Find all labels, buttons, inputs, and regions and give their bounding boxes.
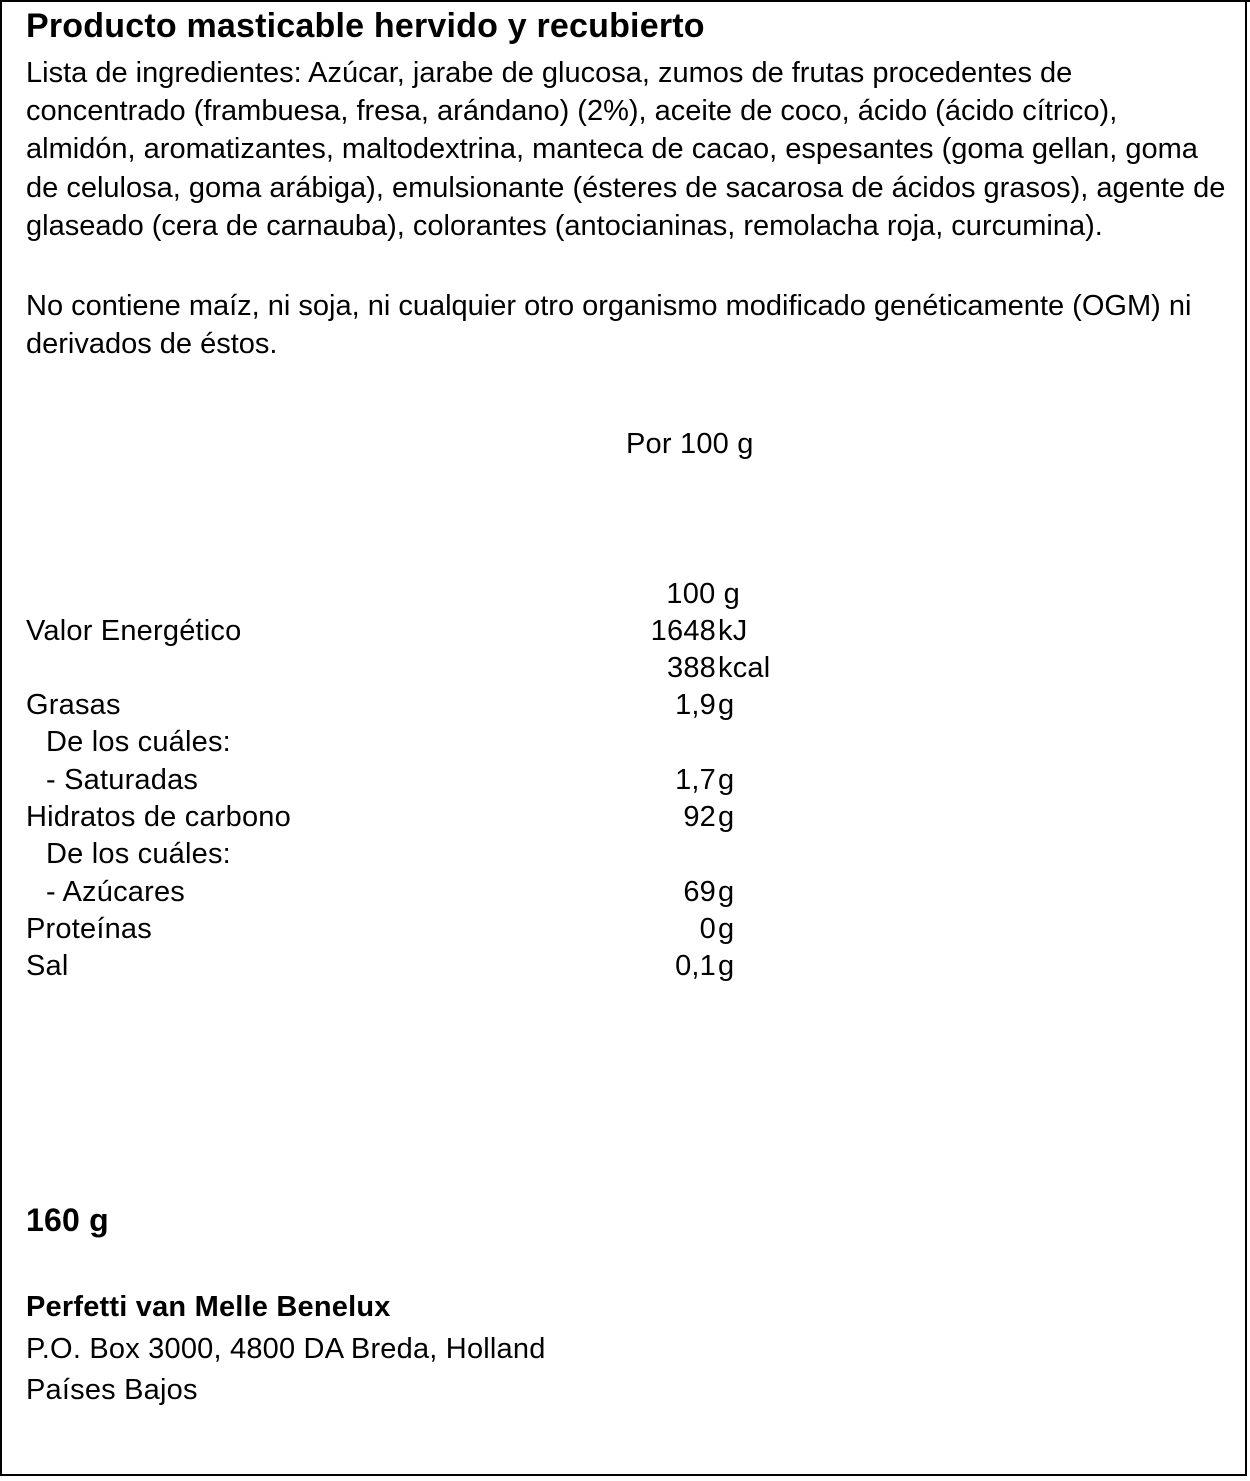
company-address: P.O. Box 3000, 4800 DA Breda, Holland (26, 1333, 546, 1365)
net-weight: 160 g (26, 1202, 109, 1238)
energy-kj-unit: kJ (718, 615, 748, 647)
protein-value: 0 (699, 913, 716, 945)
energy-kj-value: 1648 (650, 615, 716, 647)
ingredients-list: Lista de ingredientes: Azúcar, jarabe de glucosa, zumos de frutas procedentes de concentrado (frambuesa, fresa, arándano) (2%), aceite de coco, ácido (ácido cítrico), almidón, aromatizantes, maltodextrina, manteca de cacao, espesantes (goma gellan, goma de celulosa, goma arábiga), emulsionante (ésteres de sacarosa de ácidos grasos), agente de glaseado (cera de carnauba), colorantes (antocianinas, remolacha roja, curcumina). (26, 57, 1226, 242)
gmo-notice: No contiene maíz, ni soja, ni cualquier otro organismo modificado genéticamente (OGM) ni derivados de éstos. (26, 290, 1192, 361)
saturated-value: 1,7 (675, 764, 716, 796)
salt-unit: g (718, 950, 735, 982)
carbs-of-which: De los cuáles: (46, 838, 231, 870)
sugars-value: 69 (683, 876, 716, 908)
fat-of-which: De los cuáles: (46, 726, 231, 758)
company-name: Perfetti van Melle Benelux (26, 1291, 391, 1323)
column-header: 100 g (666, 578, 740, 610)
saturated-label: - Saturadas (46, 764, 199, 796)
protein-label: Proteínas (26, 913, 152, 945)
company-country: Países Bajos (26, 1374, 198, 1406)
salt-value: 0,1 (675, 950, 716, 982)
saturated-unit: g (718, 764, 735, 796)
carbs-label: Hidratos de carbono (26, 801, 291, 833)
energy-kcal-value: 388 (667, 652, 716, 684)
carbs-value: 92 (683, 801, 716, 833)
per-100g-header: Por 100 g (626, 428, 754, 460)
product-title: Producto masticable hervido y recubierto (26, 7, 705, 45)
sugars-label: - Azúcares (46, 876, 185, 908)
fat-value: 1,9 (675, 689, 716, 721)
salt-label: Sal (26, 950, 69, 982)
energy-label: Valor Energético (26, 615, 242, 647)
carbs-unit: g (718, 801, 735, 833)
fat-label: Grasas (26, 689, 121, 721)
protein-unit: g (718, 913, 735, 945)
energy-kcal-unit: kcal (718, 652, 771, 684)
fat-unit: g (718, 689, 735, 721)
sugars-unit: g (718, 876, 735, 908)
